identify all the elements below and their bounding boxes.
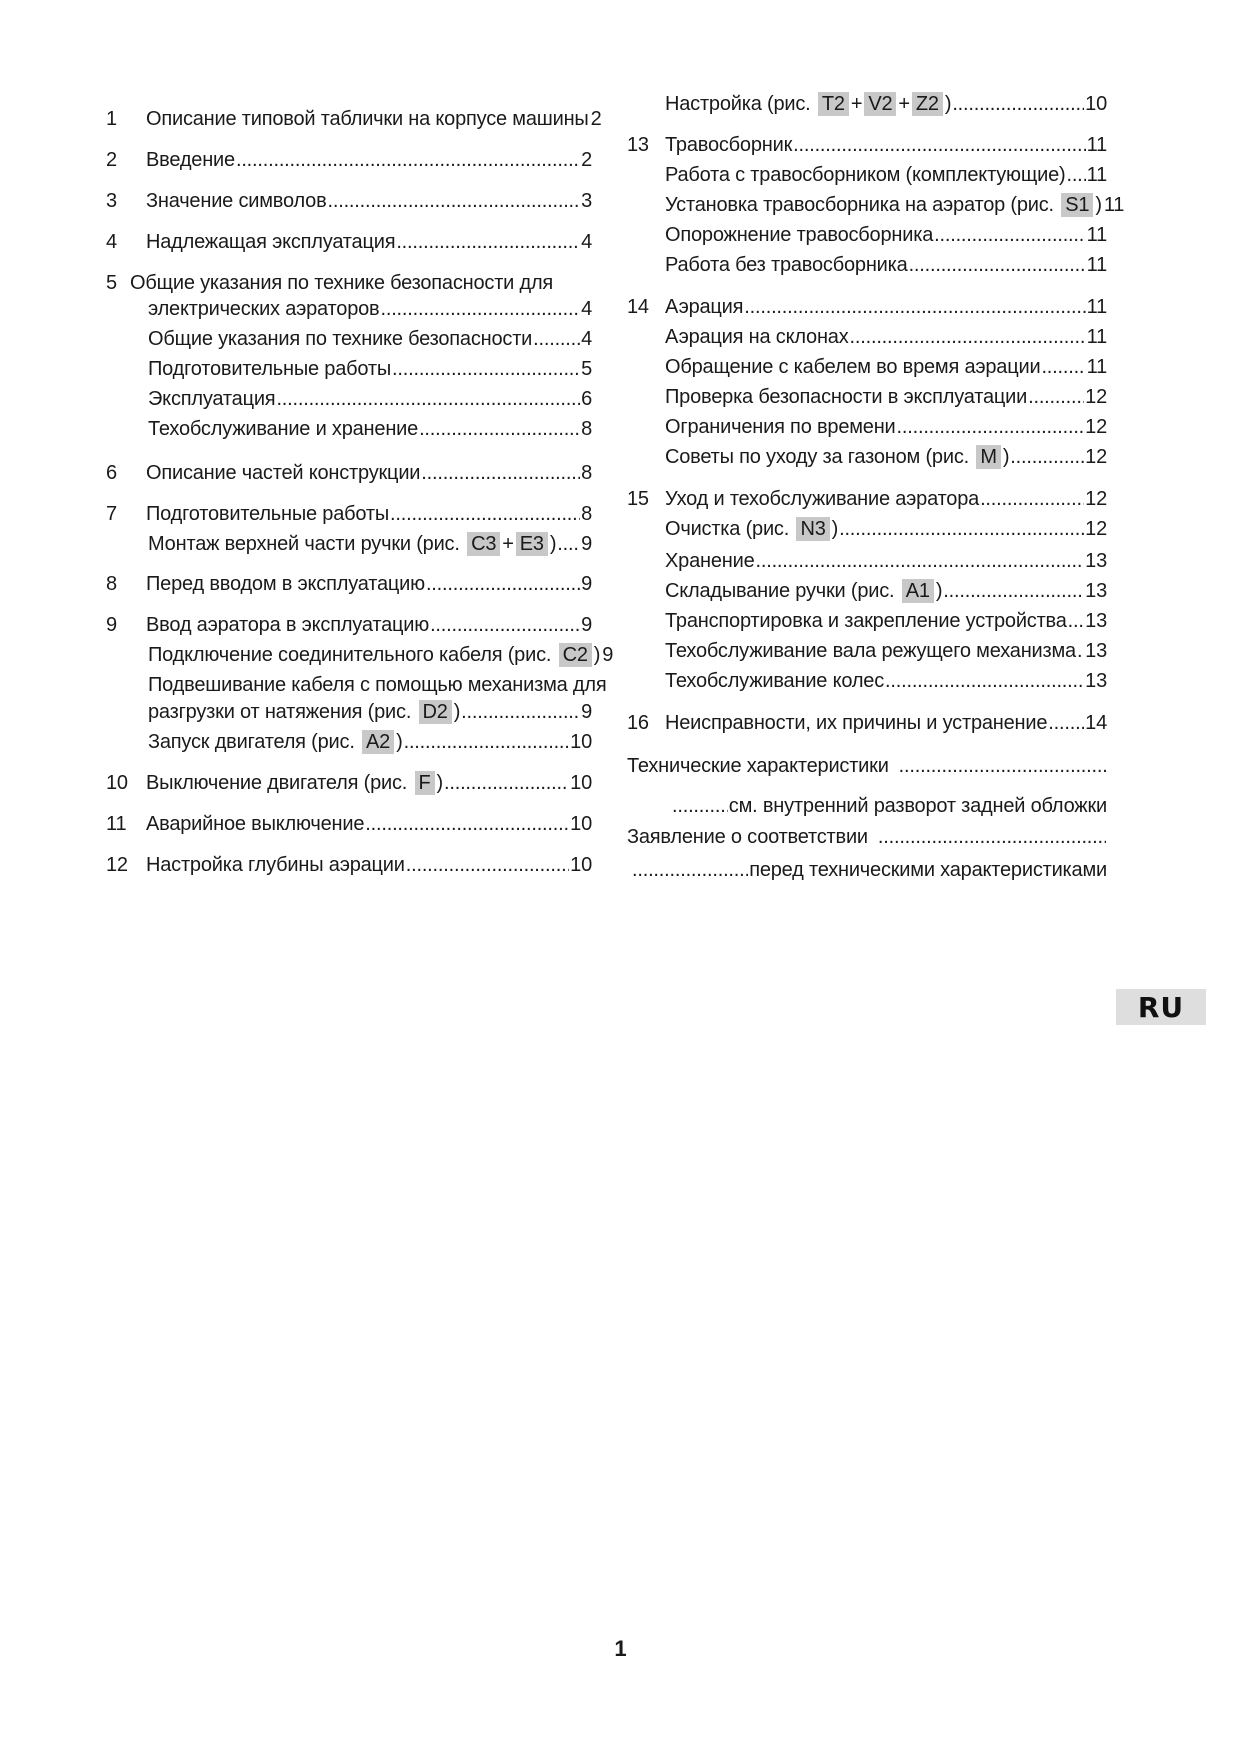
toc-subentry[interactable] — [627, 667, 1107, 695]
entry-page: 9 — [581, 701, 592, 723]
dot-leader — [421, 459, 580, 487]
entry-number: 16 — [627, 712, 649, 734]
entry-title: Описание частей конструкции — [146, 462, 421, 484]
dot-leader — [461, 698, 580, 726]
dot-leader — [444, 769, 569, 797]
entry-title-text: Запуск двигателя (рис. — [148, 731, 355, 753]
dot-leader — [404, 728, 570, 756]
entry-page: 11 — [1086, 326, 1107, 348]
dot-leader — [406, 851, 569, 879]
figure-ref-badge: A2 — [362, 730, 394, 754]
entry-title — [665, 515, 838, 543]
dot-leader — [899, 752, 1106, 780]
entry-title: Техобслуживание и хранение — [148, 418, 419, 440]
plus-sign: + — [502, 533, 514, 555]
entry-page: 12 — [1085, 446, 1107, 468]
close-paren: ) — [1095, 194, 1102, 216]
toc-subentry[interactable] — [106, 641, 614, 669]
close-paren: ) — [593, 644, 601, 666]
entry-title-text: Установка травосборника на аэратор (рис. — [665, 194, 1054, 216]
toc-subentry-line2[interactable] — [106, 698, 592, 726]
dot-leader — [426, 570, 580, 598]
plus-sign: + — [898, 93, 910, 115]
dot-leader — [897, 413, 1085, 441]
dot-leader — [943, 577, 1084, 605]
entry-page: 10 — [570, 813, 592, 835]
entry-number: 12 — [106, 854, 128, 876]
toc-tech-specs[interactable] — [627, 752, 1107, 780]
toc-subentry[interactable] — [627, 547, 1107, 575]
entry-number: 7 — [106, 503, 117, 525]
entry-page: 5 — [581, 358, 592, 380]
entry-page: 8 — [581, 418, 592, 440]
dot-leader — [1066, 161, 1085, 189]
toc-subentry[interactable] — [627, 443, 1107, 471]
entry-title: Настройка глубины аэрации — [146, 854, 405, 876]
entry-page: 10 — [570, 854, 592, 876]
toc-entry-15[interactable] — [627, 485, 1107, 513]
toc-entry-16[interactable] — [627, 709, 1107, 737]
dot-leader — [909, 251, 1086, 279]
language-badge: RU — [1116, 989, 1206, 1025]
toc-subentry[interactable] — [106, 385, 592, 413]
toc-entry-7[interactable] — [106, 500, 592, 528]
toc-subentry[interactable] — [106, 530, 592, 558]
entry-page: 12 — [1085, 518, 1107, 540]
dot-leader — [365, 810, 569, 838]
entry-page: 11 — [1086, 134, 1107, 156]
toc-entry-10[interactable] — [106, 769, 592, 797]
entry-page: 4 — [581, 231, 592, 253]
close-paren: ) — [436, 772, 443, 794]
toc-entry-13[interactable] — [627, 131, 1107, 159]
dot-leader — [1068, 607, 1084, 635]
entry-title: Перед вводом в эксплуатацию — [146, 573, 425, 595]
entry-title: Общие указания по технике безопасности для — [130, 272, 554, 294]
figure-ref-badge: T2 — [818, 92, 849, 116]
toc-subentry[interactable] — [106, 355, 592, 383]
toc-subentry[interactable] — [627, 515, 1107, 543]
entry-page: 10 — [1085, 93, 1107, 115]
toc-subentry[interactable] — [627, 90, 1107, 118]
entry-page: 10 — [570, 772, 592, 794]
entry-title: Опорожнение травосборника — [665, 224, 934, 246]
entry-title: Подготовительные работы — [146, 503, 390, 525]
entry-title — [148, 641, 600, 669]
toc-subentry[interactable] — [106, 415, 592, 443]
dot-leader — [1010, 443, 1084, 471]
entry-title: Значение символов — [146, 190, 327, 212]
entry-title-text: Настройка (рис. — [665, 93, 811, 115]
entry-page: 9 — [581, 614, 592, 636]
entry-title — [148, 698, 460, 726]
toc-entry-2[interactable] — [106, 146, 592, 174]
dot-leader — [396, 228, 580, 256]
close-paren: ) — [944, 93, 952, 115]
toc-subentry[interactable] — [627, 323, 1107, 351]
entry-title: Хранение — [665, 550, 755, 572]
entry-page: 6 — [581, 388, 592, 410]
dot-leader — [878, 823, 1106, 851]
figure-ref-badge: N3 — [796, 517, 829, 541]
entry-title: Общие указания по технике безопасности — [148, 328, 533, 350]
figure-ref-badge: E3 — [516, 532, 548, 556]
entry-page: 12 — [1085, 416, 1107, 438]
entry-page: 10 — [570, 731, 592, 753]
close-paren: ) — [396, 731, 403, 753]
toc-entry-8[interactable] — [106, 570, 592, 598]
entry-title: электрических аэраторов — [148, 298, 380, 320]
dot-leader — [1077, 637, 1084, 665]
figure-ref-badge: A1 — [902, 579, 934, 603]
dot-leader — [672, 792, 728, 820]
entry-title: Описание типовой таблички на корпусе машины — [146, 108, 589, 130]
dot-leader — [934, 221, 1085, 249]
dot-leader — [839, 515, 1084, 543]
figure-ref-badge: V2 — [864, 92, 896, 116]
close-paren: ) — [549, 533, 557, 555]
entry-page: 13 — [1085, 580, 1107, 602]
entry-title: Аэрация на склонах — [665, 326, 849, 348]
entry-page: 2 — [581, 149, 592, 171]
toc-subentry[interactable] — [106, 728, 592, 756]
dot-leader — [328, 187, 581, 215]
dot-leader — [533, 325, 580, 353]
entry-page: 11 — [1086, 164, 1107, 186]
toc-declaration-ref[interactable] — [627, 856, 1107, 884]
entry-title: Эксплуатация — [148, 388, 276, 410]
entry-title: Работа с травосборником (комплектующие) — [665, 164, 1066, 186]
entry-title: Ограничения по времени — [665, 416, 896, 438]
entry-title: Обращение с кабелем во время аэрации — [665, 356, 1041, 378]
entry-title: Ввод аэратора в эксплуатацию — [146, 614, 430, 636]
entry-number: 2 — [106, 149, 117, 171]
dot-leader — [1041, 353, 1085, 381]
close-paren: ) — [935, 580, 943, 602]
entry-title — [148, 728, 403, 756]
toc-entry-5-line2[interactable] — [106, 295, 592, 323]
dot-leader — [392, 355, 580, 383]
toc-subentry[interactable] — [627, 191, 1125, 219]
toc-tech-specs-ref[interactable] — [627, 792, 1107, 820]
entry-page: 2 — [590, 108, 602, 130]
entry-title-text: Складывание ручки (рис. — [665, 580, 895, 602]
entry-title: Аэрация — [665, 296, 744, 318]
figure-ref-badge: D2 — [419, 700, 452, 724]
toc-subentry[interactable] — [627, 161, 1107, 189]
page-number: 1 — [614, 1636, 627, 1661]
entry-title: Технические характеристики — [627, 755, 889, 777]
entry-number: 4 — [106, 231, 117, 253]
toc-subentry-line1[interactable] — [106, 671, 607, 699]
entry-title — [665, 191, 1102, 219]
toc-entry-14[interactable] — [627, 293, 1107, 321]
entry-number: 5 — [106, 272, 117, 294]
entry-page: 11 — [1086, 296, 1107, 318]
entry-page: 13 — [1085, 550, 1107, 572]
dot-leader — [885, 667, 1084, 695]
toc-subentry[interactable] — [627, 251, 1107, 279]
entry-title: Введение — [146, 149, 235, 171]
figure-ref-badge: C2 — [559, 643, 592, 667]
toc-subentry[interactable] — [627, 577, 1107, 605]
entry-title: Заявление о соответствии — [627, 826, 868, 848]
dot-leader — [952, 90, 1084, 118]
entry-number: 10 — [106, 772, 128, 794]
entry-number: 14 — [627, 296, 649, 318]
entry-number: 8 — [106, 573, 117, 595]
entry-page: 11 — [1086, 254, 1107, 276]
dot-leader — [980, 485, 1084, 513]
entry-title — [146, 769, 443, 797]
entry-title — [665, 443, 1009, 471]
dot-leader — [756, 547, 1085, 575]
entry-title-text: Подключение соединительного кабеля (рис. — [148, 644, 552, 666]
toc-subentry[interactable] — [627, 353, 1107, 381]
dot-leader — [850, 323, 1086, 351]
entry-page: 12 — [1085, 488, 1107, 510]
entry-title-text: Выключение двигателя (рис. — [146, 772, 408, 794]
dot-leader — [390, 500, 580, 528]
entry-number: 9 — [106, 614, 117, 636]
entry-title: Неисправности, их причины и устранение — [665, 712, 1048, 734]
toc-entry-3[interactable] — [106, 187, 592, 215]
entry-page: 11 — [1103, 194, 1125, 216]
dot-leader — [793, 131, 1085, 159]
dot-leader — [419, 415, 580, 443]
entry-page: 13 — [1085, 670, 1107, 692]
entry-page: 4 — [581, 298, 592, 320]
toc-entry-12[interactable] — [106, 851, 592, 879]
toc-subentry[interactable] — [106, 325, 592, 353]
entry-number: 15 — [627, 488, 649, 510]
toc-subentry[interactable] — [627, 383, 1107, 411]
entry-number: 1 — [106, 108, 117, 130]
entry-title: Аварийное выключение — [146, 813, 365, 835]
figure-ref-badge: M — [976, 445, 1000, 469]
entry-page: 8 — [581, 462, 592, 484]
dot-leader — [276, 385, 580, 413]
dot-leader — [380, 295, 580, 323]
entry-title: Травосборник — [665, 134, 793, 156]
dot-leader — [632, 856, 748, 884]
entry-title — [148, 530, 556, 558]
entry-title — [665, 577, 942, 605]
entry-page: 11 — [1086, 224, 1107, 246]
toc-entry-6[interactable] — [106, 459, 592, 487]
dot-leader — [1048, 709, 1084, 737]
entry-title: Подготовительные работы — [148, 358, 392, 380]
toc-subentry[interactable] — [627, 413, 1107, 441]
entry-page: 11 — [1086, 356, 1107, 378]
entry-title: Надлежащая эксплуатация — [146, 231, 396, 253]
close-paren: ) — [1002, 446, 1010, 468]
entry-title: Проверка безопасности в эксплуатации — [665, 386, 1028, 408]
entry-page: 12 — [1085, 386, 1107, 408]
toc-declaration[interactable] — [627, 823, 1107, 851]
dot-leader — [1028, 383, 1084, 411]
entry-page: 14 — [1085, 712, 1107, 734]
entry-page: 4 — [581, 328, 592, 350]
entry-title-text: разгрузки от натяжения (рис. — [148, 701, 412, 723]
entry-title-text: Очистка (рис. — [665, 518, 790, 540]
plus-sign: + — [850, 93, 863, 115]
toc-entry-4[interactable] — [106, 228, 592, 256]
dot-leader — [236, 146, 580, 174]
figure-ref-badge: Z2 — [912, 92, 943, 116]
toc-entry-5-line1[interactable] — [106, 269, 592, 297]
entry-title: Уход и техобслуживание аэратора — [665, 488, 980, 510]
entry-page: 9 — [581, 533, 592, 555]
entry-title: Подвешивание кабеля с помощью механизма для — [148, 674, 607, 696]
entry-number: 11 — [106, 813, 127, 835]
entry-title — [665, 90, 951, 118]
entry-title: Транспортировка и закрепление устройства — [665, 610, 1067, 632]
dot-leader — [430, 611, 580, 639]
entry-page: 3 — [581, 190, 592, 212]
entry-page: 9 — [602, 644, 614, 666]
close-paren: ) — [831, 518, 839, 540]
entry-title-text: Монтаж верхней части ручки (рис. — [148, 533, 460, 555]
entry-page: 8 — [581, 503, 592, 525]
entry-page: 9 — [581, 573, 592, 595]
entry-number: 6 — [106, 462, 117, 484]
toc-entry-1[interactable] — [106, 105, 602, 133]
toc-subentry[interactable] — [627, 221, 1107, 249]
toc-subentry[interactable] — [627, 607, 1107, 635]
toc-subentry[interactable] — [627, 637, 1107, 665]
entry-page-ref: перед техническими характеристиками — [749, 859, 1107, 881]
figure-ref-badge: C3 — [467, 532, 500, 556]
toc-entry-9[interactable] — [106, 611, 592, 639]
figure-ref-badge: F — [415, 771, 435, 795]
dot-leader — [557, 530, 580, 558]
entry-page-ref: см. внутренний разворот задней обложки — [728, 795, 1107, 817]
entry-number: 13 — [627, 134, 649, 156]
entry-number: 3 — [106, 190, 117, 212]
toc-entry-11[interactable] — [106, 810, 592, 838]
entry-title: Техобслуживание колес — [665, 670, 885, 692]
close-paren: ) — [453, 701, 461, 723]
figure-ref-badge: S1 — [1061, 193, 1093, 217]
entry-title: Работа без травосборника — [665, 254, 908, 276]
dot-leader — [744, 293, 1085, 321]
entry-title-text: Советы по уходу за газоном (рис. — [665, 446, 969, 468]
entry-page: 13 — [1085, 610, 1107, 632]
entry-title: Техобслуживание вала режущего механизма — [665, 640, 1076, 662]
entry-page: 13 — [1085, 640, 1107, 662]
